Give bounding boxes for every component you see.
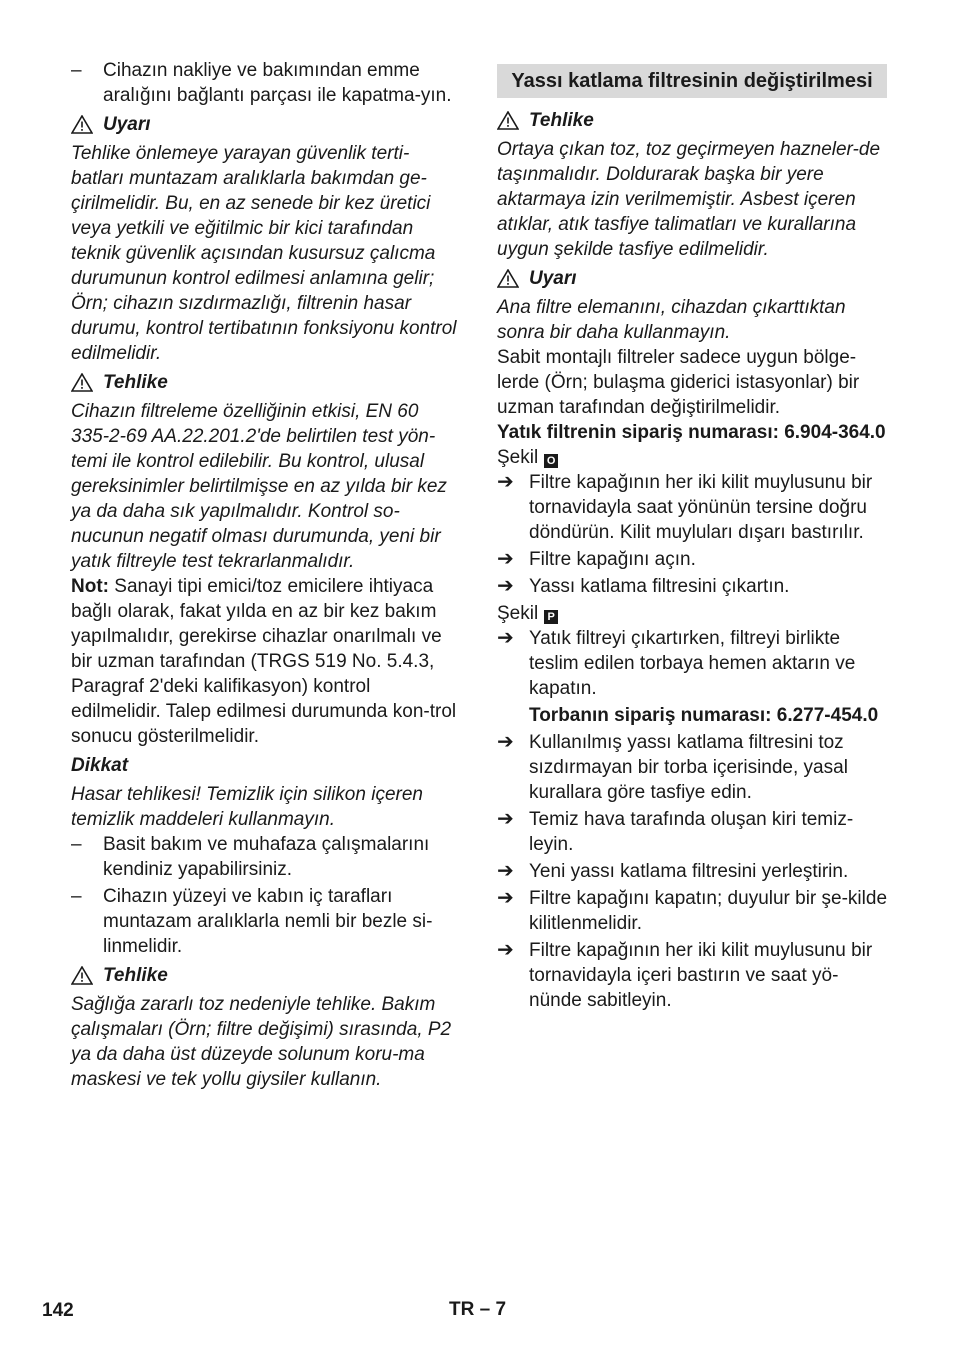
step-item: ➔ Yeni yassı katlama filtresini yerleştirin. bbox=[497, 860, 849, 882]
language-page-label: TR – 7 bbox=[449, 1299, 507, 1320]
list-item: – Cihazın nakliye ve bakımından emme aralığını bağlantı parçası ile kapatma-yın. bbox=[71, 60, 452, 106]
warning-heading: Uyarı bbox=[71, 112, 461, 137]
body-paragraph: Sabit montajlı filtreler sadece uygun bölge-lerde (Örn; bulaşma giderici istasyonlar) bir uzman tarafından değiştirilmelidir. bbox=[497, 347, 860, 418]
step-item: ➔ Filtre kapağının her iki kilit muylusunu bir tornavidayla saat yönünün tersine doğru döndürün. Kilit muyluları dışarı bastırılır. bbox=[497, 471, 873, 543]
figure-reference: Şekil P bbox=[497, 601, 887, 626]
warning-triangle-icon bbox=[71, 373, 93, 392]
arrow-icon: ➔ bbox=[497, 627, 514, 649]
figure-reference: Şekil O bbox=[497, 445, 887, 470]
danger-heading: Tehlike bbox=[497, 108, 887, 133]
warning-triangle-icon bbox=[497, 111, 519, 130]
right-column bbox=[497, 58, 887, 1015]
warning-triangle-icon bbox=[71, 115, 93, 134]
order-number: Torbanın sipariş numarası: 6.277-454.0 bbox=[529, 705, 879, 726]
arrow-icon: ➔ bbox=[497, 575, 514, 597]
warning-triangle-icon bbox=[497, 269, 519, 288]
arrow-icon: ➔ bbox=[497, 548, 514, 570]
warning-heading: Uyarı bbox=[497, 266, 887, 291]
danger-text: Cihazın filtreleme özelliğinin etkisi, EN 60 335-2-69 AA.22.201.2'de belirtilen test yön-temi ile kontrol edilebilir. Bu kontrol, ulusal gereksinimler belirtilmişse en az yılda bir kez ya da daha sık yapılmalıdır. Kontrol so-nucunun negatif olması durumunda, yeni bir yatık filtreyle test tekrarlanmalıdır. bbox=[71, 401, 447, 572]
warning-text: Ana filtre elemanını, cihazdan çıkarttıktan sonra bir daha kullanmayın. bbox=[497, 297, 846, 343]
list-item: – Basit bakım ve muhafaza çalışmalarını kendiniz yapabilirsiniz. bbox=[71, 834, 430, 880]
warning-triangle-icon bbox=[71, 966, 93, 985]
order-number: Yatık filtrenin sipariş numarası: 6.904-364.0 bbox=[497, 422, 886, 443]
step-item: ➔ Yatık filtreyi çıkartırken, filtreyi birlikte teslim edilen torbaya hemen aktarın ve kapatın. bbox=[497, 627, 856, 699]
arrow-icon: ➔ bbox=[497, 887, 514, 909]
caution-heading: Dikkat bbox=[71, 755, 129, 776]
left-column bbox=[71, 58, 461, 1092]
dash-bullet: – bbox=[71, 834, 82, 855]
step-item: ➔ Filtre kapağının her iki kilit muylusunu bir tornavidayla içeri bastırın ve saat yö-nünde sabitleyin. bbox=[497, 939, 873, 1011]
danger-text: Ortaya çıkan toz, toz geçirmeyen hazneler-de taşınmalıdır. Doldurarak başka bir yere aktarmaya izin verilmemiştir. Asbest içeren atıklar, atık tasfiye talimatları ve kurallarına uygun şekilde tasfiye edilmelidir. bbox=[497, 139, 881, 260]
danger-heading: Tehlike bbox=[71, 370, 461, 395]
step-item: ➔ Filtre kapağını kapatın; duyulur bir şe-kilde kilitlenmelidir. bbox=[497, 887, 888, 934]
note-paragraph: Not: Sanayi tipi emici/toz emicilere ihtiyaca bağlı olarak, fakat yılda en az bir kez bakım yapılmalıdır, gerekirse cihazlar onarılmalı ve bir uzman tarafından (TRGS 519 No. 5.4.3, Paragraf 2'deki kalifikasyon) kontrol edilmelidir. Talep edilmesi durumunda kon-trol sonucu gösterilmelidir. bbox=[71, 576, 457, 747]
step-item: ➔ Filtre kapağını açın. bbox=[497, 548, 696, 570]
arrow-icon: ➔ bbox=[497, 471, 514, 493]
step-item: ➔ Temiz hava tarafında oluşan kiri temiz-leyin. bbox=[497, 808, 854, 855]
page-number: 142 bbox=[42, 1300, 74, 1321]
list-item: – Cihazın yüzeyi ve kabın iç tarafları muntazam aralıklarla nemli bir bezle si-linmelidir. bbox=[71, 886, 433, 957]
arrow-icon: ➔ bbox=[497, 731, 514, 753]
step-item: ➔ Yassı katlama filtresini çıkartın. bbox=[497, 575, 790, 597]
arrow-icon: ➔ bbox=[497, 860, 514, 882]
dash-bullet: – bbox=[71, 886, 82, 907]
caution-text: Hasar tehlikesi! Temizlik için silikon içeren temizlik maddeleri kullanmayın. bbox=[71, 784, 423, 830]
danger-heading: Tehlike bbox=[71, 963, 461, 988]
section-title: Yassı katlama filtresinin değiştirilmesi bbox=[497, 64, 887, 98]
arrow-icon: ➔ bbox=[497, 808, 514, 830]
figure-letter-icon: P bbox=[544, 610, 558, 624]
danger-text: Sağlığa zararlı toz nedeniyle tehlike. Bakım çalışmaları (Örn; filtre değişimi) sırasında, P2 ya da daha üst düzeyde solunum koru-ma maskesi ve tek yollu giysiler kullanın. bbox=[71, 994, 452, 1090]
figure-letter-icon: O bbox=[544, 454, 558, 468]
arrow-icon: ➔ bbox=[497, 939, 514, 961]
dash-bullet: – bbox=[71, 60, 82, 81]
step-item: ➔ Kullanılmış yassı katlama filtresini toz sızdırmayan bir torba içerisinde, yasal kurallara göre tasfiye edin. bbox=[497, 731, 848, 803]
warning-text: Tehlike önlemeye yarayan güvenlik terti-batları muntazam aralıklarla bakımdan ge-çirilmelidir. Bu, en az senede bir kez üretici veya yetkili ve eğitilmic bir kici tarafından teknik güvenlik açısından kusursuz çalıcma durumunun kontrol edilmesi anlamına gelir; Örn; cihazın sızdırmazlığı, filtrenin hasar durumu, kontrol tertibatının fonksiyonu kontrol edilmelidir. bbox=[71, 143, 457, 364]
